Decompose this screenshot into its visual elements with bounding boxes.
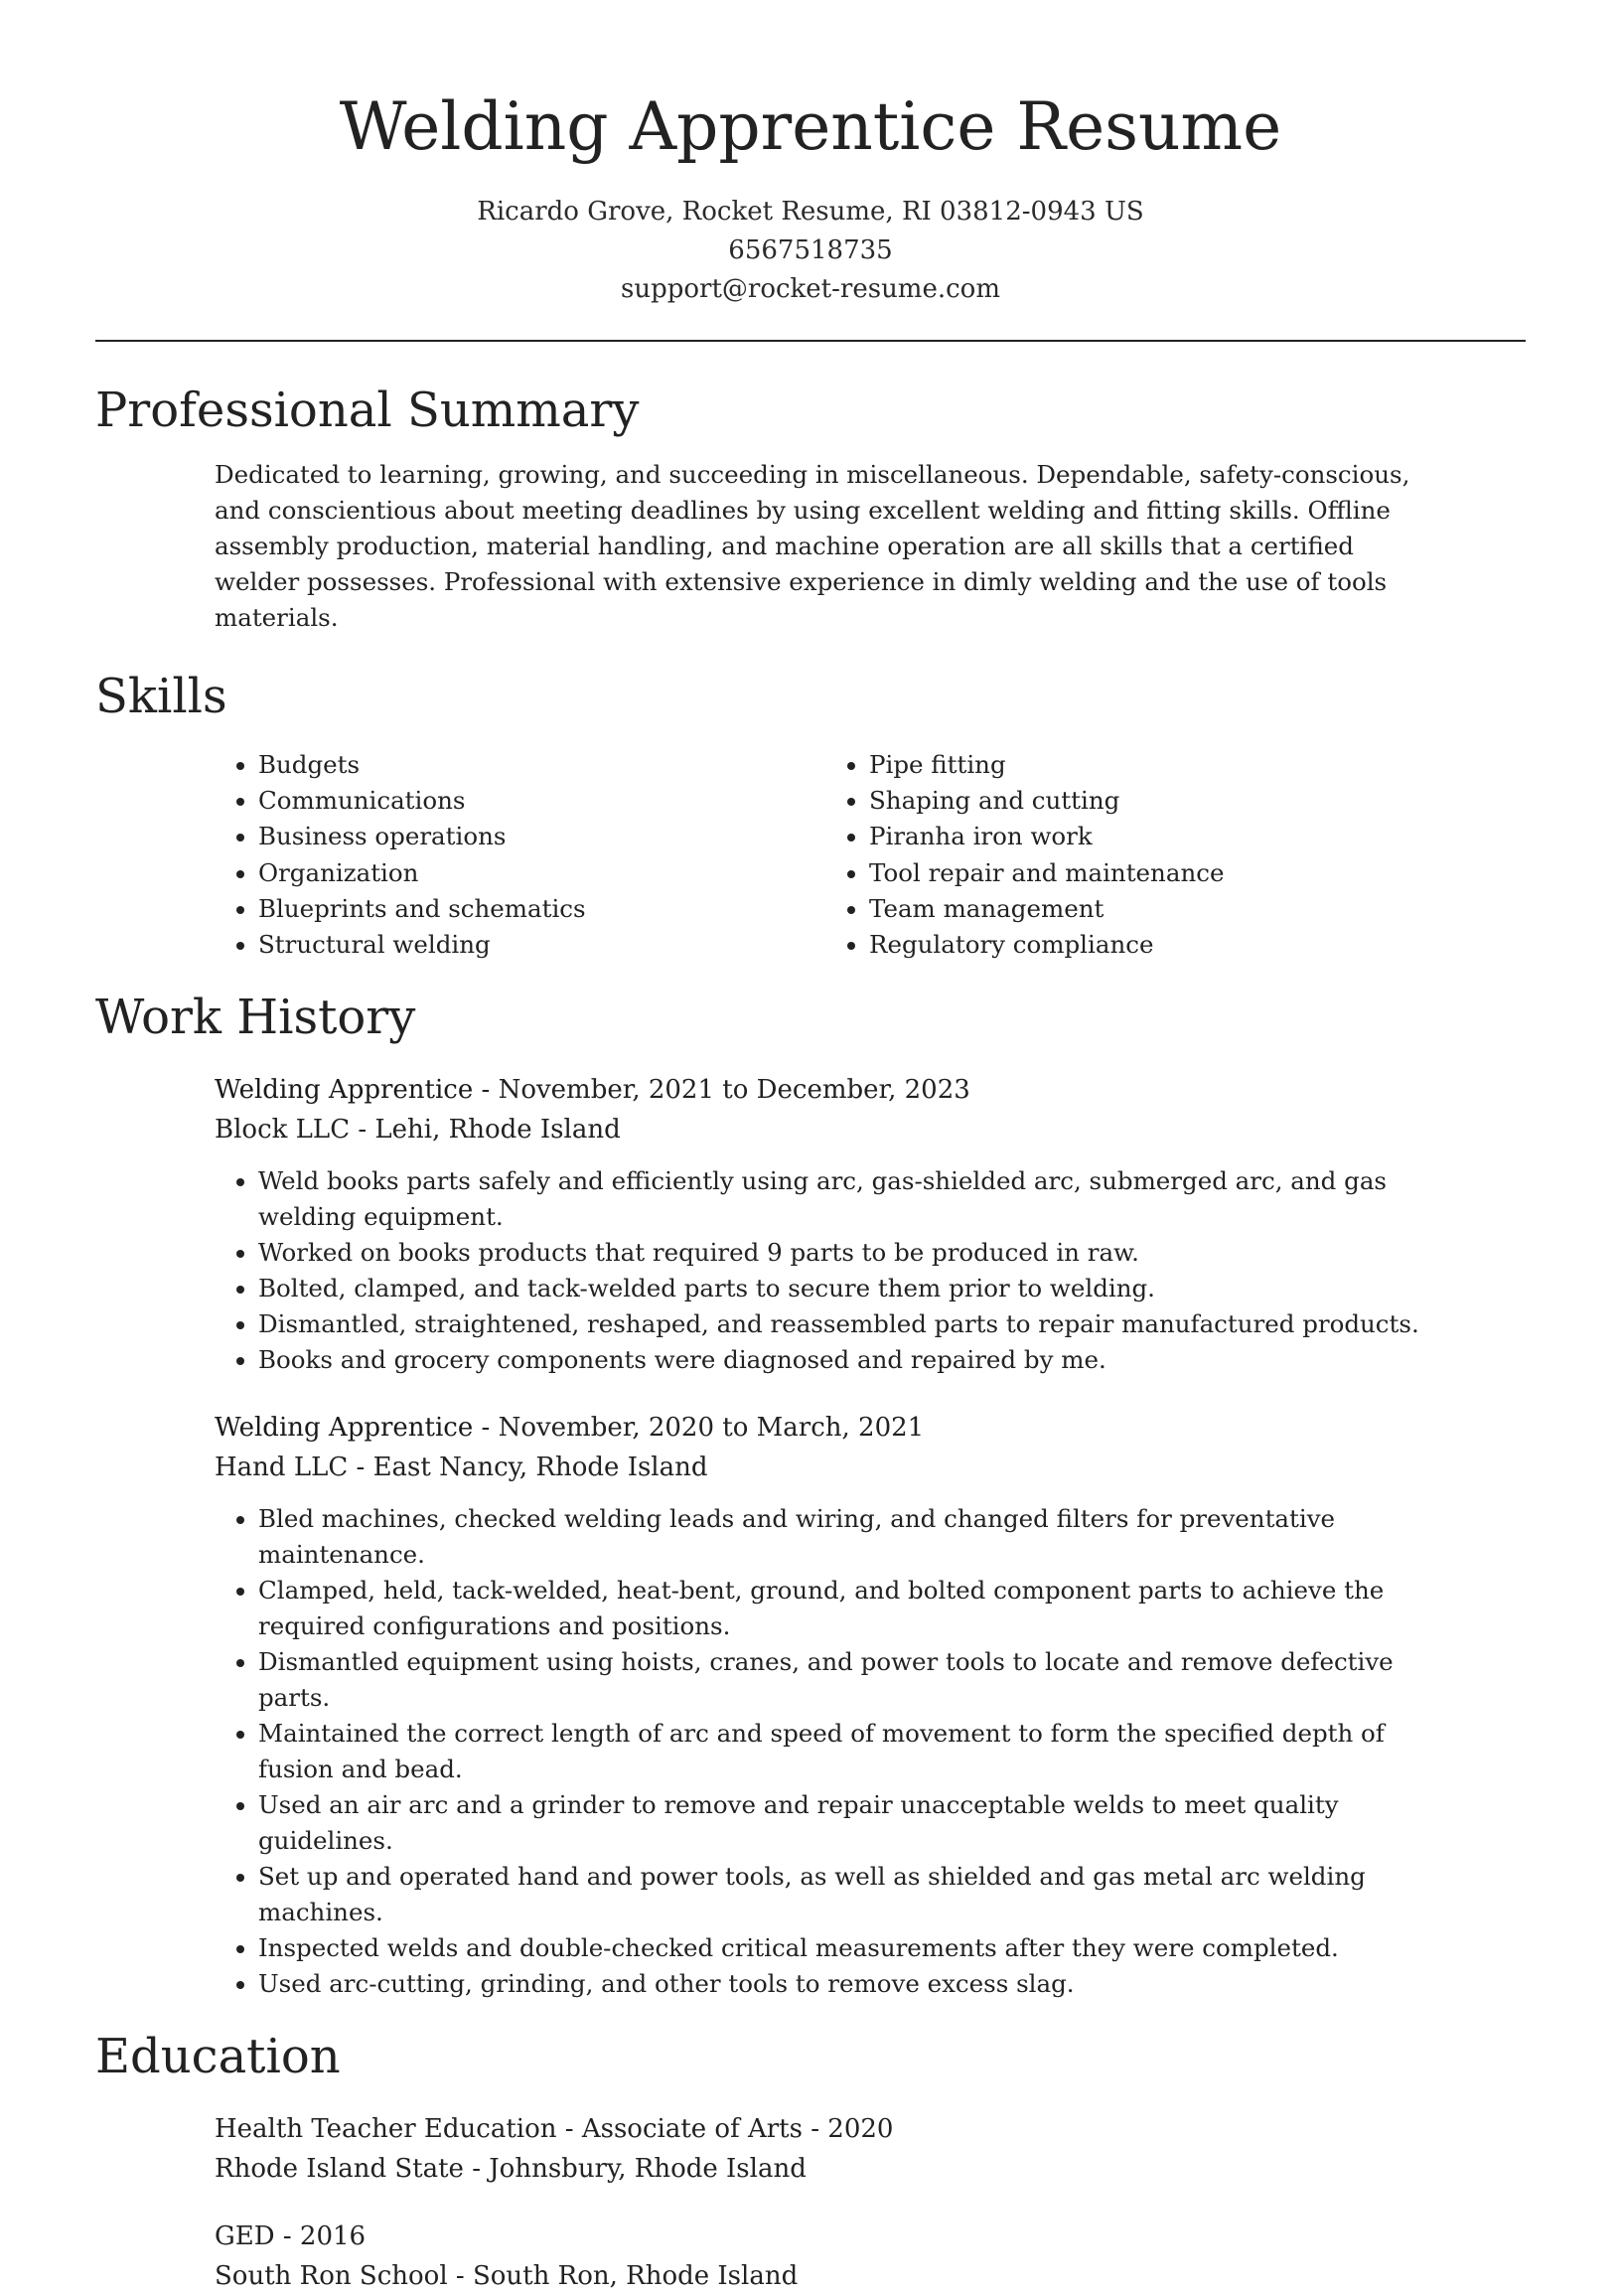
summary-heading: Professional Summary xyxy=(95,383,640,438)
summary-body xyxy=(215,457,1436,636)
job-bullet: • Used arc-cutting, grinding, and other tools to remove excess slag. xyxy=(258,1966,1436,2002)
work-history-heading: Work History xyxy=(95,990,416,1046)
skill-item: • Budgets xyxy=(258,747,825,783)
skills-heading: Skills xyxy=(95,669,227,724)
skill-item: • Business operations xyxy=(258,819,825,854)
skills-columns xyxy=(215,747,1436,963)
job-bullet: • Weld books parts safely and efficiently using arc, gas-shielded arc, submerged arc, and gas welding equipment. xyxy=(258,1163,1436,1235)
summary-section xyxy=(95,378,1526,636)
education-entry xyxy=(215,2217,1436,2296)
skill-item: • Regulatory compliance xyxy=(869,927,1436,963)
job-title-line xyxy=(215,1070,1436,1110)
contact-email: support@rocket-resume.com xyxy=(620,274,1000,304)
job-title: Welding Apprentice xyxy=(215,1413,474,1444)
job-bullet: • Clamped, held, tack-welded, heat-bent, ground, and bolted component parts to achieve the required configurations and positions. xyxy=(258,1573,1436,1644)
job-bullet: • Books and grocery components were diagnosed and repaired by me. xyxy=(258,1342,1436,1378)
job-entry xyxy=(215,1408,1436,2002)
job-bullet: • Dismantled equipment using hoists, cranes, and power tools to locate and remove defective parts. xyxy=(258,1644,1436,1716)
job-dates: - November, 2021 to December, 2023 xyxy=(473,1075,970,1106)
skills-left-list xyxy=(215,747,825,963)
job-bullet: • Maintained the correct length of arc and speed of movement to form the specified depth of fusion and bead. xyxy=(258,1716,1436,1787)
summary-text: Dedicated to learning, growing, and succeeding in miscellaneous. Dependable, safety-conscious, and conscientious about meeting deadlines by using excellent welding and fitting skills. Offline assembly production, material handling, and machine operation are all skills that a certified welder possesses. Professional with extensive experience in dimly welding and the use of tools materials. xyxy=(215,460,1410,632)
job-bullet: • Used an air arc and a grinder to remove and repair unacceptable welds to meet quality guidelines. xyxy=(258,1787,1436,1859)
skill-item: • Structural welding xyxy=(258,927,825,963)
job-bullet: • Worked on books products that required 9 parts to be produced in raw. xyxy=(258,1235,1436,1271)
job-bullet: • Dismantled, straightened, reshaped, and reassembled parts to repair manufactured products. xyxy=(258,1306,1436,1342)
skill-item: • Piranha iron work xyxy=(869,819,1436,854)
skill-item: • Tool repair and maintenance xyxy=(869,855,1436,891)
education-school: Rhode Island State - Johnsbury, Rhode Island xyxy=(215,2154,807,2185)
skill-item: • Shaping and cutting xyxy=(869,783,1436,819)
skill-item: • Organization xyxy=(258,855,825,891)
skill-item: • Team management xyxy=(869,891,1436,927)
contact-phone: 6567518735 xyxy=(728,235,893,265)
job-dates: - November, 2020 to March, 2021 xyxy=(473,1413,925,1444)
contact-address: Ricardo Grove, Rocket Resume, RI 03812-0943 US xyxy=(477,197,1144,227)
resume-header xyxy=(0,0,1621,309)
skill-item: • Pipe fitting xyxy=(869,747,1436,783)
education-entry xyxy=(215,2109,1436,2189)
work-history-body xyxy=(215,1070,1436,2002)
contact-block xyxy=(0,193,1621,309)
education-degree: GED - 2016 xyxy=(215,2221,367,2252)
job-bullets xyxy=(215,1163,1436,1378)
skills-section xyxy=(95,664,1526,963)
skill-item: • Blueprints and schematics xyxy=(258,891,825,927)
skills-right-list xyxy=(825,747,1436,963)
job-bullet: • Bled machines, checked welding leads and wiring, and changed filters for preventative maintenance. xyxy=(258,1501,1436,1573)
resume-content xyxy=(95,378,1526,2296)
job-title-line xyxy=(215,1408,1436,1448)
education-body xyxy=(215,2109,1436,2296)
education-school: South Ron School - South Ron, Rhode Island xyxy=(215,2261,799,2292)
education-section xyxy=(95,2024,1526,2296)
education-degree: Health Teacher Education - Associate of Arts - 2020 xyxy=(215,2114,894,2145)
job-bullet: • Set up and operated hand and power tools, as well as shielded and gas metal arc welding machines. xyxy=(258,1859,1436,1930)
skill-item: • Communications xyxy=(258,783,825,819)
job-entry xyxy=(215,1070,1436,1378)
document-title: Welding Apprentice Resume xyxy=(339,88,1282,165)
header-divider xyxy=(95,340,1526,342)
job-bullet: • Bolted, clamped, and tack-welded parts to secure them prior to welding. xyxy=(258,1271,1436,1306)
work-history-section xyxy=(95,985,1526,2002)
skills-body xyxy=(215,747,1436,963)
job-bullet: • Inspected welds and double-checked critical measurements after they were completed. xyxy=(258,1930,1436,1966)
job-company: Hand LLC - East Nancy, Rhode Island xyxy=(215,1453,708,1483)
job-title: Welding Apprentice xyxy=(215,1075,474,1106)
job-bullets xyxy=(215,1501,1436,2002)
education-heading: Education xyxy=(95,2029,341,2085)
job-company: Block LLC - Lehi, Rhode Island xyxy=(215,1115,621,1146)
